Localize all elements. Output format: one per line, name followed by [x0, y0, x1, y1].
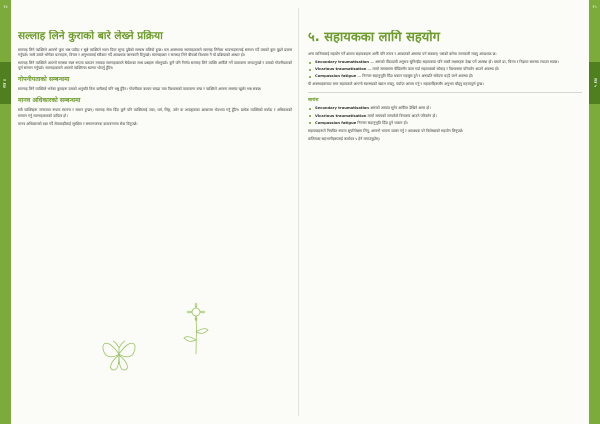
summary-item: Compassion fatigue निरन्तर सहानुभूति दिँदा हुने थकान हो।: [308, 121, 582, 126]
flower-icon: [176, 300, 216, 356]
concept-item: Vicarious traumatisation — लामो समयसम्म पीडितसँग काम गर्दा सहायकको सोचाइ र विश्वासमा परिवर्तन आउने अवस्था हो।: [308, 67, 582, 72]
summary-heading: सारांश: [308, 98, 319, 104]
divider: [308, 92, 582, 93]
left-section-heading: गोपनीयताको सम्बन्धमा: [18, 76, 70, 84]
left-page: [18, 30, 292, 414]
page-gutter: [298, 8, 299, 416]
left-section-tab: [0, 62, 11, 104]
left-page-number: १४: [3, 4, 8, 9]
right-page: [308, 30, 582, 414]
left-paragraph: सल्लाह लिने व्यक्तिले आफ्नो कुरा भन्न पाउँदा र सुन्ने व्यक्तिले ध्यान दिएर सुन्दा दुबैको सम्बन्ध बलियो हुन्छ। यस अवस्थामा सल्लाहकारले सल्लाह लिनेका भावनाहरूलाई सम्मान गर्दै उसको कुरा बुझ्ने प्रयास गर्नुपर्छ। साथै उसले भोगेका घटनाहरू, विचार र अनुभवलाई स्वीकार गर्दै आवश्यक जानकारी दिनुपर्छ। सल्लाहकार र सल्लाह लिने बीचको विश्वास नै यो प्रक्रियाको आधार हो।: [18, 48, 292, 58]
concept-list: [308, 60, 582, 79]
right-paragraph: यी अवस्थाहरूबाट बच्न सहायकले आफ्नो स्वास्थ्यको ख्याल राख्नु, पर्याप्त आराम गर्नु र सहकर्मीहरूसँग अनुभव बाँड्नु महत्त्वपूर्ण हुन्छ।: [308, 82, 484, 87]
right-section-tab: [589, 62, 600, 104]
left-paragraph: मानव अधिकारको रक्षा गर्दै सेवाग्राहीलाई सुरक्षित र सम्मानजनक वातावरणमा सेवा दिनुपर्छ।: [18, 121, 138, 126]
left-section-tab-label: सत्र ४: [3, 78, 8, 88]
left-paragraph: सल्लाह लिने व्यक्तिले भनेका कुराहरू उसको अनुमति विना कसैलाई पनि भन्नु हुँदैन। गोपनीयता कायम राख्दा मात्र विश्वासको वातावरण बन्छ र व्यक्तिले आफ्ना समस्या खुलेर भन्न सक्छ।: [18, 87, 262, 92]
concept-item: Secondary traumatisation — अरूको पीडादायी अनुभव सुनिरहँदा सहायकमा पनि त्यस्तै लक्षणहरू देखा पर्ने अवस्था हो। यसले डर, चिन्ता र निद्रामा समस्या ल्याउन सक्छ।: [308, 60, 582, 65]
left-section-heading: मानव अधिकारको सम्बन्धमा: [18, 97, 81, 105]
concept-item: Compassion fatigue — निरन्तर सहानुभूति दिँदा थकान महसुस हुने र अरूप्रति संवेदना घट्दै जाने अवस्था हो।: [308, 74, 582, 79]
right-section-tab-label: सत्र ५: [592, 78, 597, 88]
right-footer-note: तालिमका सहभागीहरूलाई कार्यपत्र ५ हेर्न लगाउनुहोस्।: [308, 136, 380, 141]
summary-item: Secondary traumatisation अरूको आघात सुनेर आफैँमा देखिने असर हो।: [308, 106, 582, 111]
right-page-title: ५. सहायकका लागि सहयोग: [308, 30, 440, 45]
right-side-band: [589, 0, 600, 424]
butterfly-icon: [98, 334, 140, 374]
right-paragraph: सहायकहरूले नियमित रूपमा सुपरिवेक्षण लिनु, आफ्नो भावना व्यक्त गर्नु र आवश्यक परे विशेषज्ञको सहयोग लिनुपर्छ।: [308, 128, 464, 133]
right-intro: अन्य मानिसलाई सहयोग गर्ने क्रममा सहायकहरू आफैँ पनि तनाव र आघातको असरमा पर्न सक्छन्। यसको बारेमा जानकारी राख्नु आवश्यक छ।: [308, 52, 497, 56]
left-paragraph: सबै व्यक्तिहरू जन्मजात रूपमा स्वतन्त्र र समान हुन्छन्। सल्लाह सेवा दिँदा कुनै पनि व्यक्तिलाई जात, धर्म, लिङ्ग, उमेर वा अपाङ्गताका आधारमा भेदभाव गर्नु हुँदैन। प्रत्येक व्यक्तिको मर्यादा र अधिकारको सम्मान गर्नु सल्लाहकारको दायित्व हो।: [18, 108, 292, 118]
right-page-number: १५: [592, 4, 597, 9]
left-side-band: [0, 0, 11, 424]
left-paragraph: सल्लाह लिने व्यक्तिले आफ्नो समस्या स्पष्ट रूपमा बताउन नसक्दा सल्लाहकारले धैर्यताका साथ प्रश्नहरू सोध्नुपर्छ। कुनै पनि निर्णय सल्लाह लिने व्यक्ति आफैँले गर्ने वातावरण बनाउनुपर्छ र उसको गोपनीयताको पूर्ण सम्मान गर्नुपर्छ। सल्लाहकारले आफ्नो व्यक्तिगत धारणा थोपर्नु हुँदैन।: [18, 61, 292, 71]
summary-item: Vicarious traumatisation लामो समयको सम्पर्कले विचारमा आउने परिवर्तन हो।: [308, 114, 582, 119]
summary-list: [308, 106, 582, 125]
left-page-title: सल्लाह लिने कुराको बारे लेख्ने प्रक्रिया: [18, 30, 163, 42]
